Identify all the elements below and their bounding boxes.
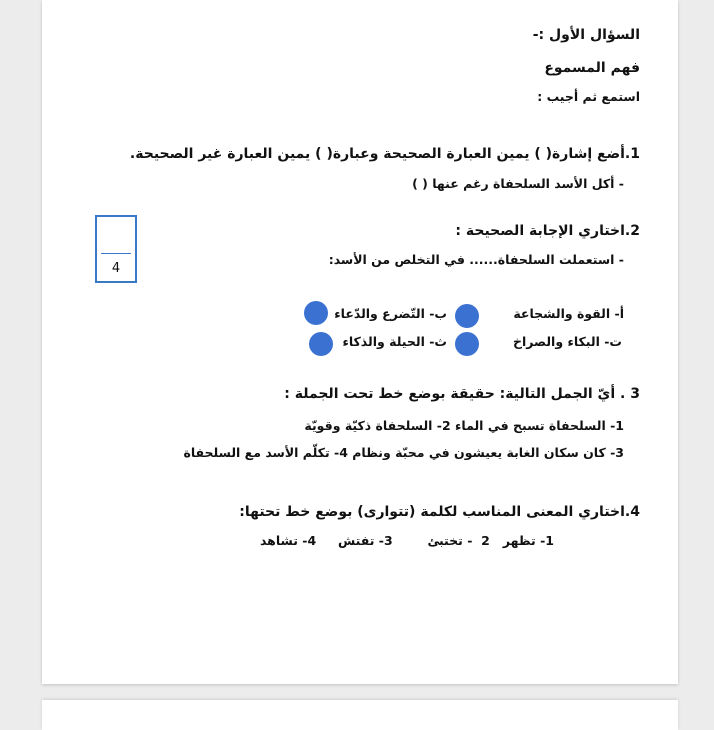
q3-prompt: 3 . أيّ الجمل التالية: حقيقة بوضع خط تحت الجملة :: [284, 386, 640, 402]
score-divider: [101, 253, 131, 254]
q1-item: - أكل الأسد السلحفاة رغم عنها ( ): [412, 176, 624, 191]
next-page: [42, 700, 678, 730]
q3-line-2: 3- كان سكان الغابة يعيشون في محبّة ونظام 4- تكلّم الأسد مع السلحفاة: [183, 445, 624, 460]
q2-option-a-radio[interactable]: [455, 304, 479, 328]
q3-line-1: 1- السلحفاة تسبح في الماء 2- السلحفاة ذكيّة وقويّة: [304, 418, 624, 433]
q4-options: 1- تظهر 2 - تختبئ 3- تفتش 4- تشاهد: [259, 533, 554, 548]
q2-option-b-radio[interactable]: [304, 301, 328, 325]
q2-option-d[interactable]: ث- الحيلة والذكاء: [342, 334, 447, 349]
score-box: [95, 215, 137, 283]
section-title: فهم المسموع: [544, 60, 640, 76]
q2-option-d-radio[interactable]: [309, 332, 333, 356]
q2-stem: - استعملت السلحفاة...... في التخلص من الأسد:: [328, 252, 624, 267]
q2-option-b[interactable]: ب- التّضرع والدّعاء: [334, 306, 447, 321]
q4-prompt: 4.اختاري المعنى المناسب لكلمة (تتوارى) بوضع خط تحتها:: [239, 504, 640, 520]
q1-prompt: 1.أضع إشارة( ) يمين العبارة الصحيحة وعبارة( ) يمين العبارة غير الصحيحة.: [129, 146, 640, 162]
score-value: 4: [111, 261, 121, 276]
instruction: استمع ثم أجيب :: [537, 89, 640, 104]
question-title: السؤال الأول :-: [532, 27, 640, 43]
q2-option-a[interactable]: أ- القوة والشجاعة: [513, 306, 624, 321]
q2-option-c[interactable]: ت- البكاء والصراخ: [512, 334, 622, 349]
q2-option-c-radio[interactable]: [455, 332, 479, 356]
q2-prompt: 2.اختاري الإجابة الصحيحة :: [455, 223, 640, 239]
